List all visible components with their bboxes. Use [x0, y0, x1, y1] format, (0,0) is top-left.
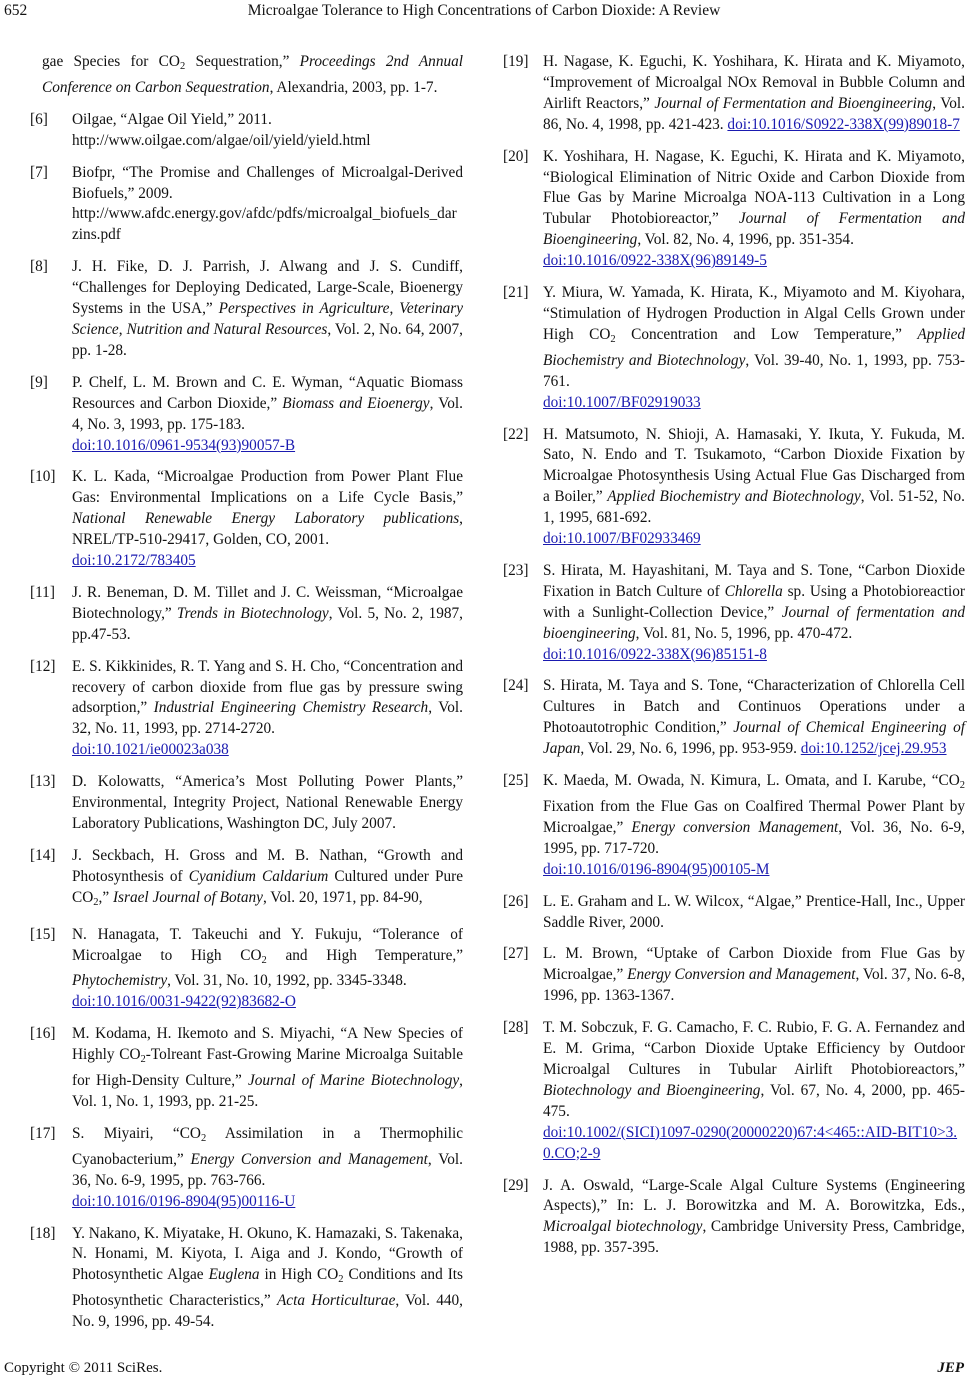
ref-source: Israel Journal of Botany [112, 888, 263, 906]
reference-20 [503, 147, 965, 272]
ref-number: [29] [503, 1176, 529, 1194]
subscript: 2 [261, 954, 267, 966]
doi-link[interactable]: doi:10.1002/(SICI)1097-0290(20000220)67:4<465::AID-BIT10>3.0.CO;2-9 [543, 1123, 958, 1162]
reference-10 [30, 467, 463, 572]
ref-number: [9] [30, 373, 48, 391]
reference-29 [503, 1176, 965, 1260]
ref-number: [26] [503, 892, 529, 910]
ref-number: [27] [503, 945, 529, 963]
ref-text: , Vol. 86, No. 4, 1998, pp. 421-423. [543, 94, 965, 133]
ref-number: [10] [30, 468, 56, 486]
doi-link[interactable]: doi:10.1007/BF02919033 [543, 393, 701, 411]
ref-url[interactable]: http://www.afdc.energy.gov/afdc/pdfs/microalgal_biofuels_darzins.pdf [72, 205, 457, 244]
reference-17 [30, 1124, 463, 1213]
ref-text: M. Kodama, H. Ikemoto and S. Miyachi, “A New Species of Highly CO [72, 1025, 463, 1064]
ref-number: [14] [30, 846, 56, 864]
page-footer [0, 1360, 968, 1382]
ref-text: S. Miyairi, “CO [72, 1124, 201, 1142]
ref-text: K. Yoshihara, H. Nagase, K. Eguchi, K. Hirata and K. Miyamoto, “Biological Elimination of Nitric Oxide and Carbon Dioxide from Flue Gas by Marine Microalga NOA-113 Cultivation in a Long Tubular Photobioreactor,” [543, 147, 965, 228]
reference-11 [30, 583, 463, 646]
ref-text: K. L. Kada, “Microalgae Production from Power Plant Flue Gas: Environmental Implications on a Life Cycle Basis,” [72, 468, 463, 507]
doi-link[interactable]: doi:10.2172/783405 [72, 552, 196, 570]
ref-text: K. Maeda, M. Owada, N. Kimura, L. Omata, and I. Karube, “CO [543, 772, 960, 790]
ref-text: Conditions and Its Photosynthetic Characteristics,” [72, 1266, 463, 1310]
ref-text: H. Matsumoto, N. Shioji, A. Hamasaki, Y. Ikuta, Y. Fukuda, M. Sato, N. Endo and T. Tsukamoto, “Carbon Dioxide Fixation by Microalgae Photosynthesis Using Actual Flue Gas Discharged from a Boiler,” [543, 425, 965, 506]
ref-text: Assimilation in a Thermophilic Cyanobacterium,” [72, 1124, 463, 1168]
ref-text: and High Temperature,” [266, 946, 463, 964]
doi-link[interactable]: doi:10.1016/0031-9422(92)83682-O [72, 993, 296, 1011]
ref-text: S. Hirata, M. Hayashitani, M. Taya and S. Tone, “Carbon Dioxide Fixation in Batch Culture of [543, 561, 965, 600]
ref-text: L. M. Brown, “Uptake of Carbon Dioxide from Flue Gas by Microalgae,” [543, 945, 965, 984]
reference-5-continuation [30, 52, 463, 99]
ref-text: T. M. Sobczuk, F. G. Camacho, F. C. Rubio, F. G. A. Fernandez and E. M. Grima, “Carbon Dioxide Uptake Efficiency by Outdoor Microalgal Cultures in Tubular Airlift Photobioreactors,” [543, 1019, 965, 1078]
ref-source: Biomass and Eioenergy [282, 394, 430, 412]
ref-text: , Vol. 2, No. 64, 2007, pp. 1-28. [72, 320, 464, 359]
ref-source: Energy Conversion and Management [190, 1150, 428, 1168]
ref-number: [19] [503, 53, 529, 70]
reference-19 [503, 52, 965, 136]
ref-number: [22] [503, 425, 529, 443]
ref-text: , Vol. 5, No. 2, 1987, pp.47-53. [72, 604, 463, 643]
ref-species: Euglena [208, 1266, 260, 1284]
ref-number: [28] [503, 1019, 529, 1037]
reference-21 [503, 283, 965, 413]
ref-source: Trends in Biotechnology [176, 604, 329, 622]
ref-text: , Vol. 39-40, No. 1, 1993, pp. 753-761. [543, 351, 965, 390]
ref-text: , Vol. 32, No. 11, 1993, pp. 2714-2720. [72, 699, 463, 738]
ref-number: [15] [30, 925, 56, 943]
ref-text: , NREL/TP-510-29417, Golden, CO, 2001. [72, 510, 463, 549]
ref-text: S. Hirata, M. Taya and S. Tone, “Characterization of Chlorella Cell Cultures in Batch and Continuos Operations under a Photoautotrophic Condition,” [543, 677, 965, 737]
reference-9 [30, 373, 463, 457]
ref-text: ,” [98, 888, 113, 906]
ref-text: , Vol. 37, No. 6-8, 1996, pp. 1363-1367. [543, 966, 966, 1005]
subscript: 2 [140, 1054, 146, 1066]
ref-text: , Vol. 81, No. 5, 1996, pp. 470-472. [635, 624, 853, 642]
journal-abbreviation: JEP [937, 1360, 964, 1376]
ref-number: [20] [503, 147, 529, 165]
ref-text: Y. Miura, W. Yamada, K. Hirata, K., Miyamoto and M. Kiyohara, “Stimulation of Hydrogen Production in Algal Cells Grown under High CO [543, 284, 965, 343]
ref-text: N. Hanagata, T. Takeuchi and Y. Fukuju, “Tolerance of Microalgae to High CO [72, 925, 463, 964]
ref-url[interactable]: http://www.oilgae.com/algae/oil/yield/yield.html [72, 131, 371, 149]
reference-column-right [503, 52, 965, 1270]
ref-source: Energy Conversion and Management [627, 966, 856, 984]
reference-14 [30, 846, 463, 914]
ref-text: J. Seckbach, H. Gross and M. B. Nathan, “Growth and Photosynthesis of [72, 846, 463, 885]
reference-27 [503, 944, 965, 1007]
ref-source: Journal of Marine Biotechnology [247, 1072, 460, 1090]
ref-number: [21] [503, 284, 529, 302]
ref-number: [24] [503, 677, 529, 695]
ref-text: Biofpr, “The Promise and Challenges of Microalgal-Derived Biofuels,” 2009. [72, 163, 463, 202]
reference-12 [30, 657, 463, 762]
ref-text: L. E. Graham and L. W. Wilcox, “Algae,” Prentice-Hall, Inc., Upper Saddle River, 2000. [543, 892, 965, 931]
reference-26 [503, 892, 965, 934]
ref-source: Journal of Fermentation and Bioengineering [543, 210, 965, 249]
ref-number: [8] [30, 258, 48, 276]
ref-text: P. Chelf, L. M. Brown and C. E. Wyman, “Aquatic Biomass Resources and Carbon Dioxide,” [72, 373, 463, 412]
ref-text: H. Nagase, K. Eguchi, K. Yoshihara, K. Hirata and K. Miyamoto, “Improvement of Microalgal NOx Removal in Bubble Column and Airlift Reactors,” [543, 53, 965, 112]
ref-text: Fixation from the Flue Gas on Coalfired Thermal Power Plant by Microalgae,” [543, 798, 965, 836]
ref-number: [18] [30, 1224, 56, 1242]
ref-source: Journal of Chemical Engineering of Japan [543, 719, 965, 758]
ref-text: , Vol. 20, 1971, pp. 84-90, [262, 888, 423, 906]
ref-source: Applied Biochemistry and Biotechnology [543, 325, 966, 369]
ref-text: in High CO [259, 1266, 339, 1284]
ref-number: [16] [30, 1025, 56, 1043]
reference-28 [503, 1018, 965, 1164]
doi-link[interactable]: doi:10.1016/0196-8904(95)00116-U [72, 1192, 296, 1210]
ref-text: E. S. Kikkinides, R. T. Yang and S. H. Cho, “Concentration and recovery of carbon dioxide from flue gas by pressure swing adsorption,” [72, 657, 463, 717]
ref-source: Energy conversion Management [631, 818, 839, 836]
ref-text: , Vol. 1, No. 1, 1993, pp. 21-25. [72, 1072, 463, 1110]
ref-number: [12] [30, 657, 56, 675]
ref-number: [7] [30, 163, 48, 181]
page-header [0, 0, 968, 30]
ref-text: , Vol. 36, No. 6-9, 1995, pp. 717-720. [543, 818, 966, 857]
running-title: Microalgae Tolerance to High Concentrations of Carbon Dioxide: A Review [247, 2, 721, 19]
ref-text: , [118, 320, 127, 338]
ref-text: Cultured under Pure CO [72, 867, 464, 906]
ref-text: J. A. Oswald, “Large-Scale Algal Culture Systems (Engineering Aspects),” In: L. J. Borowitzka and M. A. Borowitzka, Eds., [543, 1176, 965, 1215]
page-number: 652 [4, 2, 28, 19]
ref-text: sp. Using a Photobioreactior with a Sunlight-Collection Device,” [543, 582, 965, 621]
ref-source: Biotechnology and Bioengineering [543, 1081, 761, 1099]
ref-source: Phytochemistry [72, 972, 168, 990]
ref-text: J. R. Beneman, D. M. Tillet and J. C. Weissman, “Microalgae Biotechnology,” [72, 583, 463, 622]
ref-text: D. Kolowatts, “America’s Most Polluting Power Plants,” Environmental, Integrity Project, National Renewable Energy Laboratory Publications, Washington DC, July 2007. [72, 773, 463, 832]
reference-8 [30, 257, 463, 362]
ref-text: , Vol. 29, No. 6, 1996, pp. 953-959. [580, 740, 801, 758]
ref-text: , Vol. 440, No. 9, 1996, pp. 49-54. [72, 1292, 464, 1331]
reference-22 [503, 425, 965, 550]
ref-species: Cyanidium Caldarium [188, 867, 329, 885]
ref-text: Y. Nakano, K. Miyatake, H. Okuno, K. Hamazaki, S. Takenaka, N. Honami, M. Kiyota, I. Aiga and J. Kondo, “Growth of Photosynthetic Algae [72, 1224, 463, 1284]
ref-text: , Alexandria, 2003, pp. 1-7. [269, 78, 438, 96]
ref-text: Concentration and Low Temperature,” [615, 325, 918, 343]
reference-23 [503, 561, 965, 666]
ref-source: Journal of fermentation and bioengineering [543, 603, 965, 642]
ref-number: [13] [30, 773, 56, 791]
ref-text: , Vol. 67, No. 4, 2000, pp. 465-475. [543, 1081, 965, 1120]
copyright-notice: Copyright © 2011 SciRes. [4, 1360, 163, 1376]
reference-15 [30, 925, 463, 1014]
ref-text: , Vol. 36, No. 6-9, 1995, pp. 763-766. [72, 1150, 464, 1189]
subscript: 2 [338, 1274, 344, 1286]
reference-24 [503, 676, 965, 760]
ref-text: -Tolreant Fast-Growing Marine Microalga Suitable for High-Density Culture,” [72, 1046, 463, 1090]
doi-link[interactable]: doi:10.1252/jcej.29.953 [800, 740, 947, 758]
ref-source: Nutrition and Natural Resources [126, 320, 328, 338]
ref-number: [25] [503, 772, 529, 790]
ref-source: Veterinary Science [72, 300, 463, 338]
reference-18 [30, 1224, 463, 1334]
ref-text: Oilgae, “Algae Oil Yield,” 2011. [72, 110, 272, 128]
doi-link[interactable]: doi:10.1016/0922-338X(96)85151-8 [543, 645, 767, 663]
ref-source: Acta Horticulturae [276, 1292, 396, 1310]
ref-source: Journal of Fermentation and Bioengineering [654, 94, 933, 112]
reference-25 [503, 771, 965, 881]
doi-link[interactable]: doi:10.1016/0961-9534(93)90057-B [72, 436, 296, 454]
ref-text: gae Species for CO [42, 53, 180, 70]
reference-column-left [30, 52, 463, 1344]
doi-link[interactable]: doi:10.1016/S0922-338X(99)89018-7 [727, 115, 960, 133]
ref-species: Chlorella [724, 582, 783, 600]
reference-7 [30, 163, 463, 247]
ref-text: , Vol. 82, No. 4, 1996, pp. 351-354. [637, 231, 854, 249]
reference-13 [30, 772, 463, 835]
subscript: 2 [610, 333, 616, 345]
ref-source: Applied Biochemistry and Biotechnology [607, 488, 861, 506]
ref-text: , [389, 300, 400, 318]
ref-text: Sequestration,” [185, 53, 300, 70]
subscript: 2 [959, 780, 965, 792]
ref-source: Industrial Engineering Chemistry Research [153, 699, 429, 717]
ref-text: , Vol. 31, No. 10, 1992, pp. 3345-3348. [167, 972, 407, 990]
subscript: 2 [179, 61, 186, 72]
ref-number: [23] [503, 561, 529, 579]
ref-number: [11] [30, 583, 55, 601]
subscript: 2 [93, 896, 99, 908]
ref-text: , Vol. 51-52, No. 1, 1995, 681-692. [543, 488, 965, 527]
ref-source: National Renewable Energy Laboratory publications [72, 510, 460, 528]
ref-source: Microalgal biotechnology [543, 1218, 703, 1236]
ref-text: , Cambridge University Press, Cambridge, 1988, pp. 357-395. [543, 1218, 965, 1257]
reference-6 [30, 110, 463, 152]
ref-number: [17] [30, 1124, 56, 1142]
ref-text: J. H. Fike, D. J. Parrish, J. Alwang and J. S. Cundiff, “Challenges for Deploying Dedicated, Large-Scale, Bioenergy Systems in the USA,” [72, 258, 463, 318]
doi-link[interactable]: doi:10.1021/ie00023a038 [72, 741, 229, 759]
ref-source: Perspectives in Agriculture [218, 300, 390, 318]
doi-link[interactable]: doi:10.1016/0196-8904(95)00105-M [543, 860, 770, 878]
reference-16 [30, 1024, 463, 1113]
subscript: 2 [200, 1132, 207, 1144]
ref-number: [6] [30, 110, 48, 128]
ref-text: , Vol. 4, No. 3, 1993, pp. 175-183. [72, 394, 464, 433]
doi-link[interactable]: doi:10.1007/BF02933469 [543, 530, 701, 548]
ref-source: Proceedings 2nd Annual Conference on Carbon Sequestration [42, 53, 464, 96]
doi-link[interactable]: doi:10.1016/0922-338X(96)89149-5 [543, 252, 767, 270]
